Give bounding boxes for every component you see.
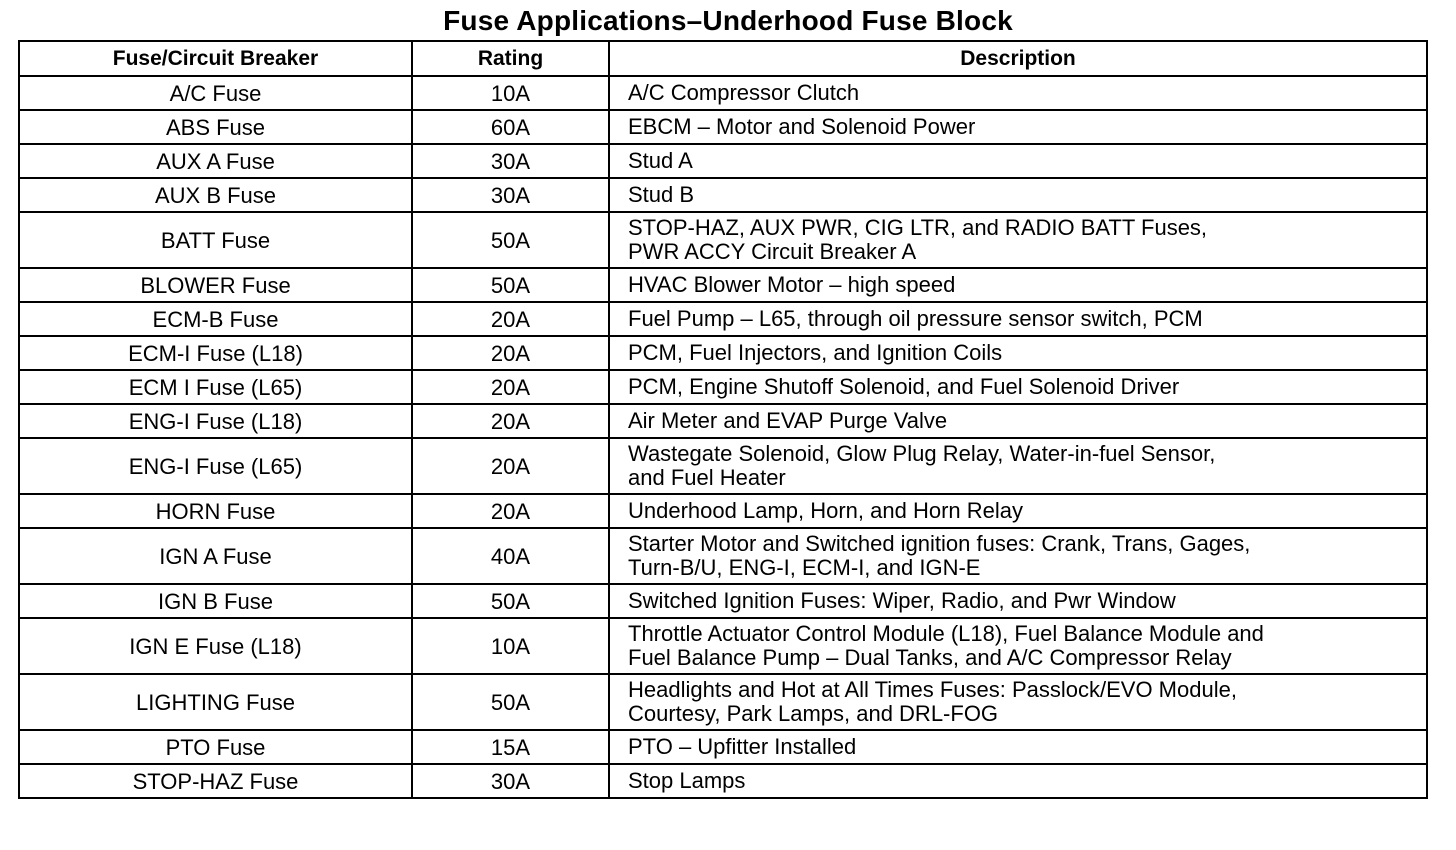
fuse-cell: PTO Fuse	[19, 730, 412, 764]
rating-cell: 60A	[412, 110, 609, 144]
rating-cell: 30A	[412, 764, 609, 798]
fuse-cell: ENG-I Fuse (L18)	[19, 404, 412, 438]
description-text: Switched Ignition Fuses: Wiper, Radio, and Pwr Window	[628, 588, 1176, 613]
rating-cell: 20A	[412, 494, 609, 528]
table-row	[19, 268, 1427, 302]
description-text: Throttle Actuator Control Module (L18), Fuel Balance Module and	[628, 621, 1264, 646]
description-cell	[609, 370, 1427, 404]
rating-cell: 30A	[412, 178, 609, 212]
description-text: PCM, Engine Shutoff Solenoid, and Fuel Solenoid Driver	[628, 374, 1180, 399]
description-text: Stud A	[628, 148, 693, 173]
rating-cell: 30A	[412, 144, 609, 178]
rating-cell: 50A	[412, 674, 609, 730]
description-text-continued: Fuel Balance Pump – Dual Tanks, and A/C Compressor Relay	[628, 645, 1232, 670]
description-text: Stud B	[628, 182, 695, 207]
description-cell	[609, 268, 1427, 302]
description-text: Headlights and Hot at All Times Fuses: Passlock/EVO Module,	[628, 677, 1237, 702]
column-header-description: Description	[609, 41, 1427, 76]
table-row	[19, 302, 1427, 336]
rating-cell: 50A	[412, 584, 609, 618]
description-cell	[609, 212, 1427, 268]
table-row	[19, 438, 1427, 494]
table-row	[19, 370, 1427, 404]
rating-cell: 10A	[412, 618, 609, 674]
rating-cell: 50A	[412, 212, 609, 268]
fuse-cell: A/C Fuse	[19, 76, 412, 110]
description-cell	[609, 336, 1427, 370]
table-row	[19, 336, 1427, 370]
fuse-cell: ABS Fuse	[19, 110, 412, 144]
page-title: Fuse Applications–Underhood Fuse Block	[443, 5, 1013, 36]
fuse-cell: HORN Fuse	[19, 494, 412, 528]
table-row	[19, 674, 1427, 730]
description-cell	[609, 438, 1427, 494]
description-cell	[609, 494, 1427, 528]
table-row	[19, 110, 1427, 144]
description-cell	[609, 584, 1427, 618]
table-row	[19, 528, 1427, 584]
fuse-cell: ECM-B Fuse	[19, 302, 412, 336]
fuse-cell: AUX A Fuse	[19, 144, 412, 178]
fuse-cell: ENG-I Fuse (L65)	[19, 438, 412, 494]
rating-cell: 15A	[412, 730, 609, 764]
column-header-fuse: Fuse/Circuit Breaker	[19, 41, 412, 76]
table-row	[19, 76, 1427, 110]
table-row	[19, 404, 1427, 438]
fuse-cell: STOP-HAZ Fuse	[19, 764, 412, 798]
rating-cell: 20A	[412, 404, 609, 438]
description-cell	[609, 110, 1427, 144]
rating-cell: 20A	[412, 438, 609, 494]
description-text-continued: Turn-B/U, ENG-I, ECM-I, and IGN-E	[628, 555, 981, 580]
table-header-row	[19, 41, 1427, 76]
description-cell	[609, 178, 1427, 212]
fuse-cell: AUX B Fuse	[19, 178, 412, 212]
description-cell	[609, 618, 1427, 674]
description-text: Air Meter and EVAP Purge Valve	[628, 408, 948, 433]
description-text: Underhood Lamp, Horn, and Horn Relay	[628, 498, 1024, 523]
fuse-cell: BLOWER Fuse	[19, 268, 412, 302]
description-text: PTO – Upfitter Installed	[628, 734, 857, 759]
rating-cell: 40A	[412, 528, 609, 584]
description-cell	[609, 528, 1427, 584]
description-text: HVAC Blower Motor – high speed	[628, 272, 956, 297]
table-row	[19, 494, 1427, 528]
rating-cell: 20A	[412, 302, 609, 336]
table-row	[19, 178, 1427, 212]
fuse-cell: IGN E Fuse (L18)	[19, 618, 412, 674]
description-text: EBCM – Motor and Solenoid Power	[628, 114, 976, 139]
description-text-continued: Courtesy, Park Lamps, and DRL-FOG	[628, 701, 999, 726]
table-row	[19, 584, 1427, 618]
fuse-cell: IGN B Fuse	[19, 584, 412, 618]
fuse-cell: IGN A Fuse	[19, 528, 412, 584]
table-row	[19, 212, 1427, 268]
description-text: PCM, Fuel Injectors, and Ignition Coils	[628, 340, 1003, 365]
fuse-cell: ECM I Fuse (L65)	[19, 370, 412, 404]
description-text: Starter Motor and Switched ignition fuses: Crank, Trans, Gages,	[628, 531, 1251, 556]
description-cell	[609, 730, 1427, 764]
table-row	[19, 144, 1427, 178]
fuse-cell: ECM-I Fuse (L18)	[19, 336, 412, 370]
rating-cell: 20A	[412, 336, 609, 370]
description-cell	[609, 764, 1427, 798]
rating-cell: 10A	[412, 76, 609, 110]
rating-cell: 20A	[412, 370, 609, 404]
fuse-cell: BATT Fuse	[19, 212, 412, 268]
rating-cell: 50A	[412, 268, 609, 302]
fuse-cell: LIGHTING Fuse	[19, 674, 412, 730]
description-cell	[609, 674, 1427, 730]
description-text: Wastegate Solenoid, Glow Plug Relay, Water-in-fuel Sensor,	[628, 441, 1216, 466]
table-row	[19, 764, 1427, 798]
description-text-continued: and Fuel Heater	[628, 465, 786, 490]
description-cell	[609, 144, 1427, 178]
description-text: Fuel Pump – L65, through oil pressure sensor switch, PCM	[628, 306, 1203, 331]
table-row	[19, 730, 1427, 764]
description-cell	[609, 404, 1427, 438]
table-row	[19, 618, 1427, 674]
description-text: A/C Compressor Clutch	[628, 80, 860, 105]
fuse-table	[18, 40, 1428, 799]
description-text: Stop Lamps	[628, 768, 746, 793]
description-text: STOP-HAZ, AUX PWR, CIG LTR, and RADIO BATT Fuses,	[628, 215, 1208, 240]
description-cell	[609, 302, 1427, 336]
description-text-continued: PWR ACCY Circuit Breaker A	[628, 239, 917, 264]
column-header-rating: Rating	[412, 41, 609, 76]
description-cell	[609, 76, 1427, 110]
